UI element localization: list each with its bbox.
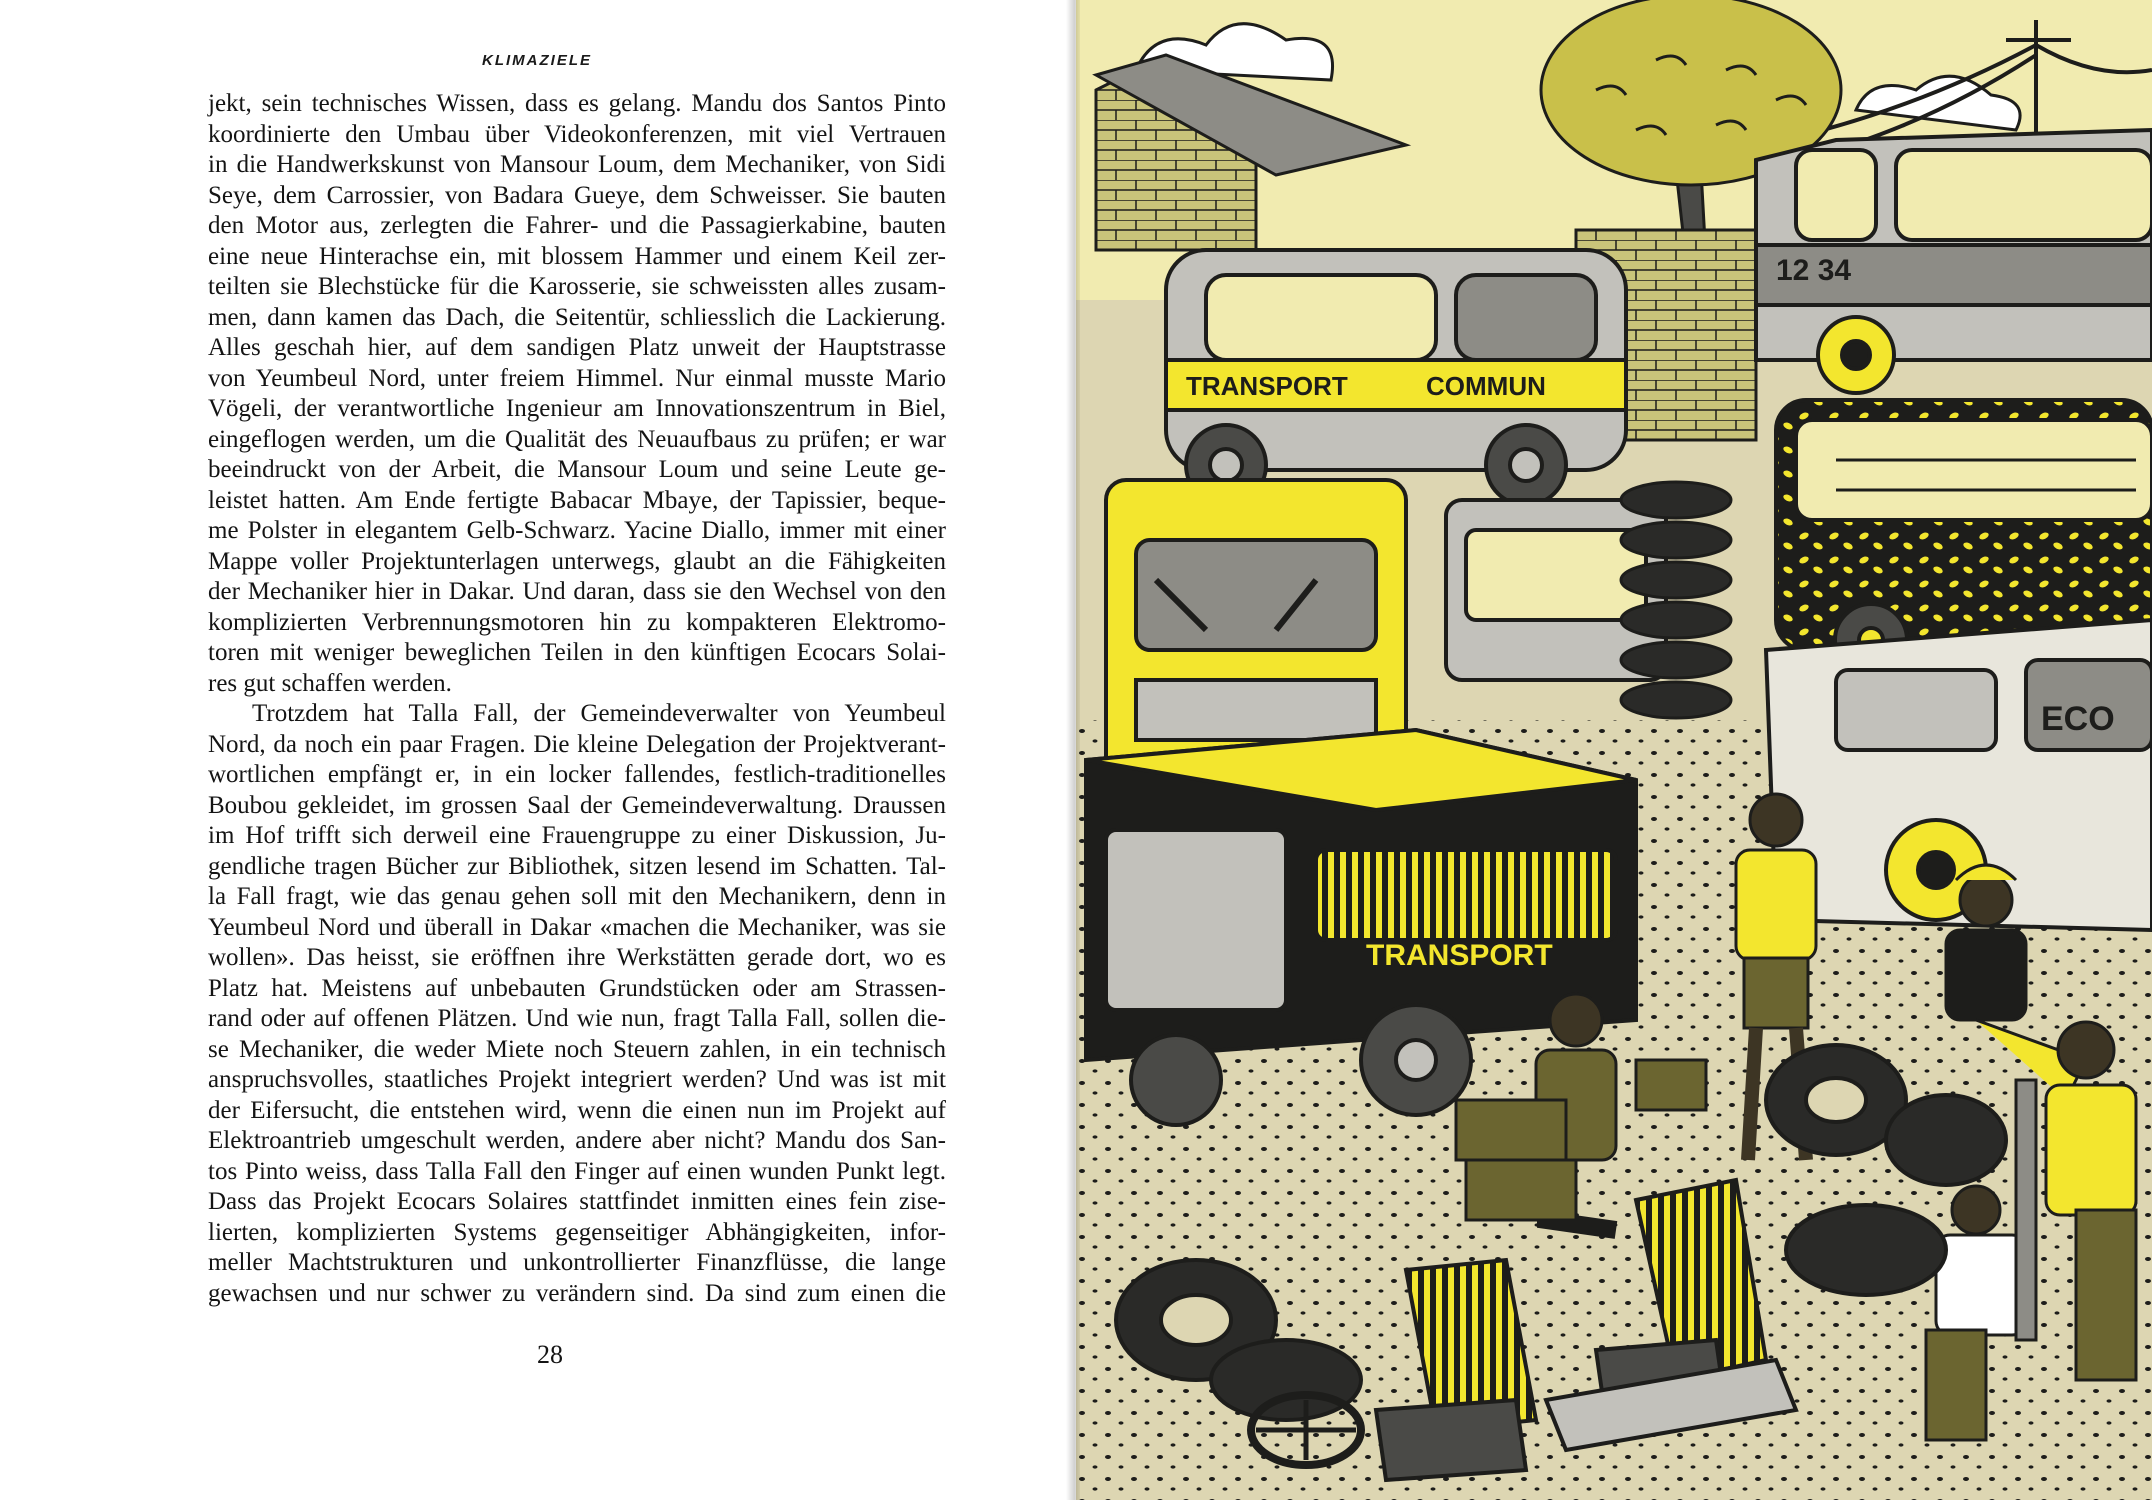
text-line: tos Pinto weiss, dass Talla Fall den Finger auf einen wunden Punkt legt. [208,1157,946,1185]
text-line: gendliche tragen Bücher zur Bibliothek, sitzen lesend im Schatten. Tal- [208,852,946,880]
text-line: anspruchsvolles, staatliches Projekt integriert werden? Und was ist mit [208,1066,946,1093]
text-line: Boubou gekleidet, im grossen Saal der Gemeindeverwaltung. Draussen [208,791,946,819]
text-line: lierten, komplizierten Systems gegenseitiger Abhängigkeiten, infor- [208,1218,946,1246]
running-head: KLIMAZIELE [482,52,592,69]
text-page [0,0,1074,1500]
text-line: Vögeli, der verantwortliche Ingenieur am Innovationszentrum in Biel, [208,395,946,422]
text-line: koordinierte den Umbau über Videokonferenzen, mit viel Vertrauen [208,120,946,148]
bus-number: 12 34 [1776,254,1852,287]
illustration-page [1076,0,2152,1500]
text-line: se Mechaniker, die weder Miete noch Steuern zahlen, in ein technisch [208,1035,946,1063]
text-line: beeindruckt von der Arbeit, die Mansour Loum und seine Leute ge- [208,456,946,483]
text-line: eine neue Hinterachse ein, mit blossem Hammer und einem Keil zer- [208,242,946,270]
text-line: Trotzdem hat Talla Fall, der Gemeindeverwalter von Yeumbeul [252,700,946,727]
text-line: den Motor aus, zerlegten die Fahrer- und die Passagierkabine, bauten [208,212,946,239]
text-line: in die Handwerkskunst von Mansour Loum, dem Mechaniker, von Sidi [208,151,946,178]
text-line: komplizierten Verbrennungsmotoren hin zu kompakteren Elektromo- [208,608,946,636]
text-line: wortlichen empfängt er, in ein locker fallendes, festlich-traditionelles [208,761,946,788]
text-line: gewachsen und nur schwer zu verändern sind. Da sind zum einen die [208,1279,946,1307]
text-line: der Mechaniker hier in Dakar. Und daran, dass sie den Wechsel von den [208,578,946,605]
text-line: Platz hat. Meistens auf unbebauten Grundstücken oder am Strassen- [208,974,946,1002]
text-line: Mappe voller Projektunterlagen unterwegs, glaubt an die Fähigkeiten [208,547,946,575]
text-line: Seye, dem Carrossier, von Badara Gueye, dem Schweisser. Sie bauten [208,181,946,209]
text-line: im Hof trifft sich derweil eine Frauengruppe zu einer Diskussion, Ju- [208,822,946,849]
page-number: 28 [537,1340,563,1369]
mechanic-yard-illustration [1076,0,2152,1500]
text-line: teilten sie Blechstücke für die Karosserie, sie schweissten alles zusam- [208,273,946,300]
text-line: von Yeumbeul Nord, unter freiem Himmel. Nur einmal musste Mario [208,364,946,392]
bus-label: ECO [2041,700,2115,738]
steering-wheel [1251,1395,1361,1465]
text-line: Elektroantrieb umgeschult werden, andere aber nicht? Mandu dos San- [208,1127,946,1154]
paragraph-2 [208,699,946,1309]
text-line: jekt, sein technisches Wissen, dass es gelang. Mandu dos Santos Pinto [208,90,946,117]
bus-label: TRANSPORT [1186,371,1348,401]
text-line: leistet hatten. Am Ende fertigte Babacar Mbaye, der Tapissier, beque- [208,486,946,514]
body-text [208,89,946,1309]
paragraph-1 [208,89,946,699]
white-bus-eco [1766,620,2152,930]
text-line: rand oder auf offenen Plätzen. Und wie nun, fragt Talla Fall, sollen die- [208,1005,946,1032]
text-line: me Polster in elegantem Gelb-Schwarz. Yacine Diallo, immer mit einer [208,517,946,544]
text-line: meller Machtstrukturen und unkontrollierter Finanzflüsse, die lange [208,1249,946,1276]
van-transport-commun [1166,250,1626,505]
text-line: toren mit weniger beweglichen Teilen in den künftigen Ecocars Solai- [208,639,946,666]
text-line: wollen». Das heisst, sie eröffnen ihre Werkstätten gerade dort, wo es [208,944,946,971]
bus-label: COMMUN [1426,371,1546,401]
text-line: eingeflogen werden, um die Qualität des Neuaufbaus zu prüfen; er war [208,425,946,453]
text-line: men, dann kamen das Dach, die Seitentür, schliesslich die Lackierung. [208,303,946,331]
text-line: la Fall fragt, wie das genau gehen soll mit den Mechanikern, denn in [208,883,946,910]
bus-label: TRANSPORT [1366,939,1553,972]
text-line: Nord, da noch ein paar Fragen. Die kleine Delegation der Projektverant- [208,730,946,758]
book-gutter [1066,0,1080,1500]
text-line: Alles geschah hier, auf dem sandigen Platz unweit der Hauptstrasse [208,334,946,361]
stacked-minibus [1756,130,2152,393]
text-line: res gut schaffen werden. [208,669,452,697]
text-line: Yeumbeul Nord und überall in Dakar «machen die Mechaniker, was sie [208,913,946,941]
text-line: Dass das Projekt Ecocars Solaires stattfindet inmitten eines fein zise- [208,1188,946,1215]
text-line: der Eifersucht, die entstehen wird, wenn die einen nun im Projekt auf [208,1096,946,1124]
